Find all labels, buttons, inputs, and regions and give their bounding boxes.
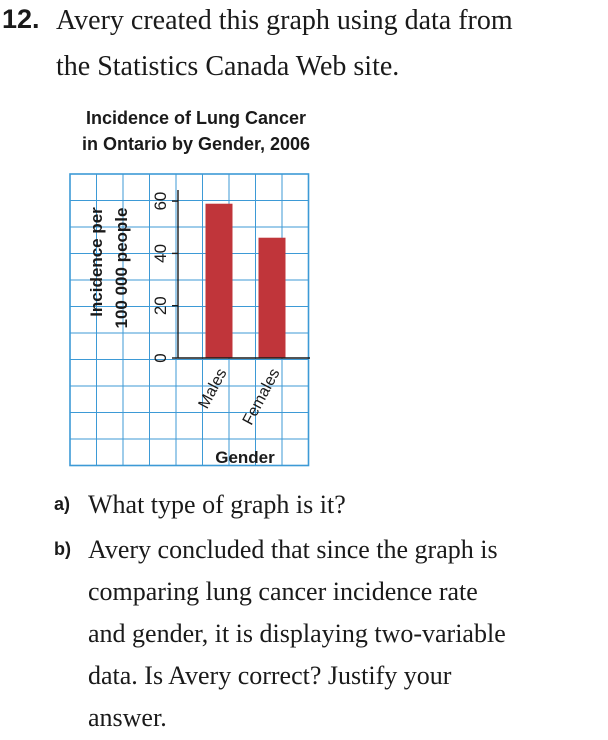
bar-males <box>206 204 233 358</box>
chart-title-line-1: Incidence of Lung Cancer <box>85 108 307 128</box>
part-a-text: What type of graph is it? <box>88 490 346 519</box>
x-category-label: Females <box>239 365 284 429</box>
part-a <box>54 490 346 520</box>
part-b-text-line-1: Avery concluded that since the graph is <box>88 535 498 564</box>
part-b-text-line-2: comparing lung cancer incidence rate <box>88 577 478 606</box>
chart-title-line-2: in Ontario by Gender, 2006 <box>81 134 311 154</box>
x-axis-label: Gender <box>215 448 275 467</box>
part-b-text-line-3: and gender, it is displaying two-variable <box>88 619 506 648</box>
x-category-label: Males <box>195 365 231 412</box>
y-tick-label: 60 <box>151 191 170 211</box>
question-number: 12. <box>2 4 40 34</box>
y-tick-label: 40 <box>151 243 170 263</box>
bar-females <box>259 238 286 358</box>
part-a-label: a) <box>54 494 71 514</box>
y-tick-label: 0 <box>151 353 170 363</box>
part-b <box>54 535 498 565</box>
y-axis-label-line-2: 100 000 people <box>112 207 131 329</box>
y-axis-label-line-1: Incidence per <box>87 207 106 317</box>
part-b-text-line-4: data. Is Avery correct? Justify your <box>88 661 452 690</box>
part-b-label: b) <box>54 539 71 559</box>
question-text-line-2: the Statistics Canada Web site. <box>56 51 400 82</box>
part-b-text-line-5: answer. <box>88 703 167 732</box>
y-tick-label: 20 <box>151 296 170 316</box>
question-text-line-1: Avery created this graph using data from <box>56 5 513 36</box>
